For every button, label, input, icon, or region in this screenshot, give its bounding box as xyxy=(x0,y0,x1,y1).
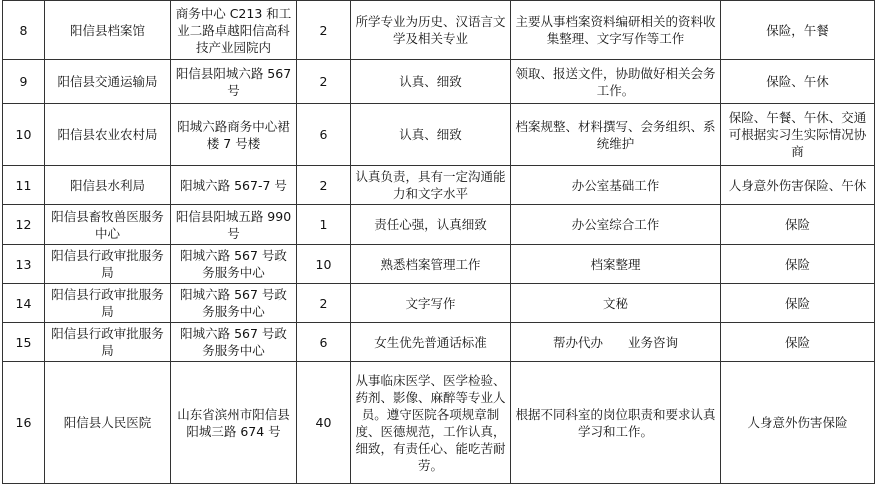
unit-name: 阳信县水利局 xyxy=(45,166,171,205)
benefits: 保险、午餐、午休、交通可根据实习生实际情况协商 xyxy=(721,104,875,166)
position-count: 2 xyxy=(297,60,351,104)
row-number: 12 xyxy=(3,205,45,245)
row-number: 8 xyxy=(3,1,45,60)
unit-address: 阳城六路 567-7 号 xyxy=(171,166,297,205)
work-content: 办公室综合工作 xyxy=(511,205,721,245)
requirement: 责任心强，认真细致 xyxy=(351,205,511,245)
unit-name: 阳信县行政审批服务局 xyxy=(45,284,171,323)
unit-address: 山东省滨州市阳信县阳城三路 674 号 xyxy=(171,362,297,484)
table-row xyxy=(3,205,875,245)
benefits: 人身意外伤害保险、午休 xyxy=(721,166,875,205)
benefits: 人身意外伤害保险 xyxy=(721,362,875,484)
benefits: 保险 xyxy=(721,245,875,284)
work-content: 办公室基础工作 xyxy=(511,166,721,205)
work-content: 档案整理 xyxy=(511,245,721,284)
table-row xyxy=(3,362,875,484)
unit-address: 阳城六路 567 号政务服务中心 xyxy=(171,323,297,362)
unit-name: 阳信县农业农村局 xyxy=(45,104,171,166)
unit-address: 阳信县阳城五路 990 号 xyxy=(171,205,297,245)
unit-name: 阳信县档案馆 xyxy=(45,1,171,60)
work-content: 主要从事档案资料编研相关的资料收集整理、文字写作等工作 xyxy=(511,1,721,60)
requirement: 认真、细致 xyxy=(351,60,511,104)
row-number: 10 xyxy=(3,104,45,166)
table-row xyxy=(3,323,875,362)
position-count: 2 xyxy=(297,1,351,60)
benefits: 保险 xyxy=(721,205,875,245)
unit-name: 阳信县行政审批服务局 xyxy=(45,323,171,362)
table-row xyxy=(3,245,875,284)
position-count: 40 xyxy=(297,362,351,484)
requirement: 女生优先普通话标准 xyxy=(351,323,511,362)
unit-name: 阳信县行政审批服务局 xyxy=(45,245,171,284)
row-number: 13 xyxy=(3,245,45,284)
row-number: 11 xyxy=(3,166,45,205)
unit-address: 阳城六路商务中心裙楼 7 号楼 xyxy=(171,104,297,166)
benefits: 保险 xyxy=(721,323,875,362)
benefits: 保险，午餐 xyxy=(721,1,875,60)
requirement: 熟悉档案管理工作 xyxy=(351,245,511,284)
row-number: 14 xyxy=(3,284,45,323)
requirement: 所学专业为历史、汉语言文学及相关专业 xyxy=(351,1,511,60)
unit-name: 阳信县畜牧兽医服务中心 xyxy=(45,205,171,245)
position-count: 6 xyxy=(297,323,351,362)
work-content: 档案规整、材料撰写、会务组织、系统维护 xyxy=(511,104,721,166)
row-number: 9 xyxy=(3,60,45,104)
work-content: 帮办代办 业务咨询 xyxy=(511,323,721,362)
unit-address: 阳信县阳城六路 567 号 xyxy=(171,60,297,104)
requirement: 从事临床医学、医学检验、药剂、影像、麻醉等专业人员。遵守医院各项规章制度、医德规范，工作认真，细致，有责任心、能吃苦耐劳。 xyxy=(351,362,511,484)
position-count: 6 xyxy=(297,104,351,166)
position-count: 10 xyxy=(297,245,351,284)
benefits: 保险 xyxy=(721,284,875,323)
unit-name: 阳信县交通运输局 xyxy=(45,60,171,104)
requirement: 认真、细致 xyxy=(351,104,511,166)
requirement: 文字写作 xyxy=(351,284,511,323)
row-number: 15 xyxy=(3,323,45,362)
row-number: 16 xyxy=(3,362,45,484)
unit-address: 阳城六路 567 号政务服务中心 xyxy=(171,284,297,323)
table-row xyxy=(3,166,875,205)
requirement: 认真负责，具有一定沟通能力和文字水平 xyxy=(351,166,511,205)
unit-address: 商务中心 C213 和工业二路卓越阳信高科技产业园院内 xyxy=(171,1,297,60)
unit-address: 阳城六路 567 号政务服务中心 xyxy=(171,245,297,284)
work-content: 领取、报送文件，协助做好相关会务工作。 xyxy=(511,60,721,104)
table-row xyxy=(3,284,875,323)
benefits: 保险、午休 xyxy=(721,60,875,104)
unit-name: 阳信县人民医院 xyxy=(45,362,171,484)
work-content: 文秘 xyxy=(511,284,721,323)
position-count: 2 xyxy=(297,284,351,323)
table-row xyxy=(3,1,875,60)
work-content: 根据不同科室的岗位职责和要求认真学习和工作。 xyxy=(511,362,721,484)
table-row xyxy=(3,104,875,166)
internship-table xyxy=(2,0,875,484)
table-row xyxy=(3,60,875,104)
position-count: 2 xyxy=(297,166,351,205)
position-count: 1 xyxy=(297,205,351,245)
